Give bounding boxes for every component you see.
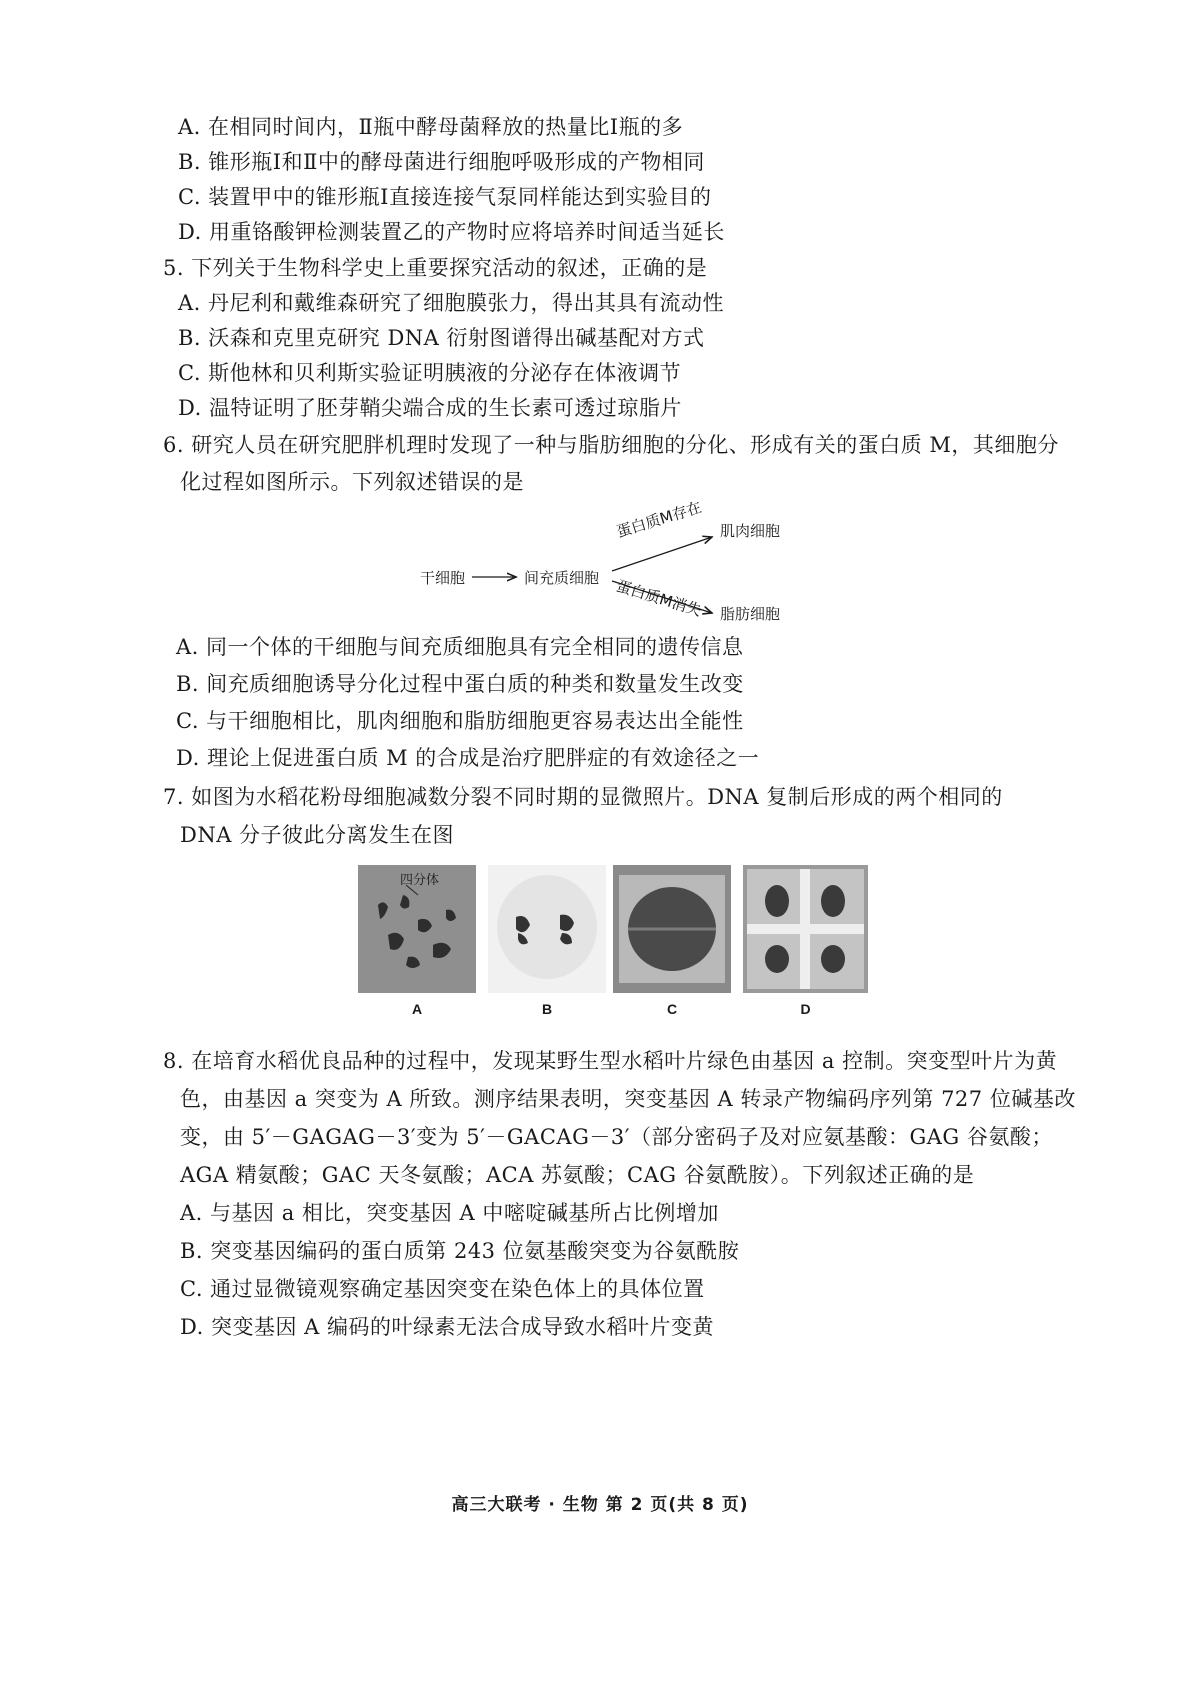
anaphase-image (488, 865, 606, 993)
q5-stem: 5. 下列关于生物科学史上重要探究活动的叙述，正确的是 (163, 256, 708, 280)
q6-option-d: D. 理论上促进蛋白质 M 的合成是治疗肥胖症的有效途径之一 (176, 746, 760, 770)
q8-option-d: D. 突变基因 A 编码的叶绿素无法合成导致水稻叶片变黄 (180, 1315, 714, 1339)
page-footer: 高三大联考 · 生物 第 2 页(共 8 页) (451, 1495, 749, 1515)
q6-stem-line2: 化过程如图所示。下列叙述错误的是 (180, 470, 524, 494)
protein-m-absent-label: 蛋白质M消失 (614, 576, 704, 620)
micrograph-a (358, 865, 476, 1017)
q8-stem-line2: 色，由基因 a 突变为 A 所致。测序结果表明，突变基因 A 转录产物编码序列第 727 位碱基改 (180, 1087, 1076, 1111)
micrograph-a-label: A (411, 1001, 423, 1017)
arrow-to-muscle (612, 537, 712, 571)
fat-cell-label: 脂肪细胞 (720, 605, 781, 623)
q7-stem-line2: DNA 分子彼此分离发生在图 (180, 823, 455, 847)
q6-stem-line1: 6. 研究人员在研究肥胖机理时发现了一种与脂肪细胞的分化、形成有关的蛋白质 M，其细胞分 (163, 433, 1059, 457)
dyad-image (613, 865, 731, 993)
q5-option-c: C. 斯他林和贝利斯实验证明胰液的分泌存在体液调节 (178, 361, 682, 385)
q8-option-c: C. 通过显微镜观察确定基因突变在染色体上的具体位置 (180, 1277, 705, 1301)
q4-option-d: D. 用重铬酸钾检测装置乙的产物时应将培养时间适当延长 (178, 220, 725, 244)
q8-option-a: A. 与基因 a 相比，突变基因 A 中嘧啶碱基所占比例增加 (180, 1201, 719, 1225)
q5-option-d: D. 温特证明了胚芽鞘尖端合成的生长素可透过琼脂片 (178, 396, 682, 420)
mesenchymal-cell-label: 间充质细胞 (524, 569, 600, 587)
q5-option-b: B. 沃森和克里克研究 DNA 衍射图谱得出碱基配对方式 (178, 326, 705, 350)
tetrad-cells-image (743, 865, 868, 993)
q4-option-b: B. 锥形瓶Ⅰ和Ⅱ中的酵母菌进行细胞呼吸形成的产物相同 (178, 150, 705, 174)
q6-option-b: B. 间充质细胞诱导分化过程中蛋白质的种类和数量发生改变 (176, 672, 744, 696)
cell-differentiation-diagram (420, 498, 860, 623)
q6-option-a: A. 同一个体的干细胞与间充质细胞具有完全相同的遗传信息 (176, 635, 744, 659)
micrograph-c (613, 865, 731, 1017)
stem-cell-label: 干细胞 (420, 569, 466, 587)
micrograph-b-label: B (541, 1001, 553, 1017)
protein-m-present-label: 蛋白质M存在 (614, 498, 704, 542)
q8-stem-line4: AGA 精氨酸；GAC 天冬氨酸；ACA 苏氨酸；CAG 谷氨酰胺）。下列叙述正确的是 (180, 1163, 975, 1187)
muscle-cell-label: 肌肉细胞 (720, 522, 781, 540)
micrograph-d-label: D (800, 1001, 811, 1017)
meiosis-micrographs (358, 865, 878, 1015)
micrograph-b (488, 865, 606, 1017)
q8-stem-line1: 8. 在培育水稻优良品种的过程中，发现某野生型水稻叶片绿色由基因 a 控制。突变型叶片为黄 (163, 1049, 1058, 1073)
tetrad-annotation: 四分体 (400, 873, 440, 888)
q6-option-c: C. 与干细胞相比，肌肉细胞和脂肪细胞更容易表达出全能性 (176, 709, 744, 733)
q4-option-a: A. 在相同时间内，Ⅱ瓶中酵母菌释放的热量比Ⅰ瓶的多 (178, 115, 684, 139)
q5-option-a: A. 丹尼利和戴维森研究了细胞膜张力，得出其具有流动性 (178, 291, 725, 315)
micrograph-c-label: C (666, 1001, 678, 1017)
q8-stem-line3: 变，由 5′－GAGAG－3′变为 5′－GACAG－3′（部分密码子及对应氨基酸：GAG 谷氨酸； (180, 1125, 1053, 1149)
q4-option-c: C. 装置甲中的锥形瓶Ⅰ直接连接气泵同样能达到实验目的 (178, 185, 712, 209)
micrograph-d (743, 865, 868, 1017)
q7-stem-line1: 7. 如图为水稻花粉母细胞减数分裂不同时期的显微照片。DNA 复制后形成的两个相同的 (163, 785, 1003, 809)
q8-option-b: B. 突变基因编码的蛋白质第 243 位氨基酸突变为谷氨酰胺 (180, 1239, 740, 1263)
